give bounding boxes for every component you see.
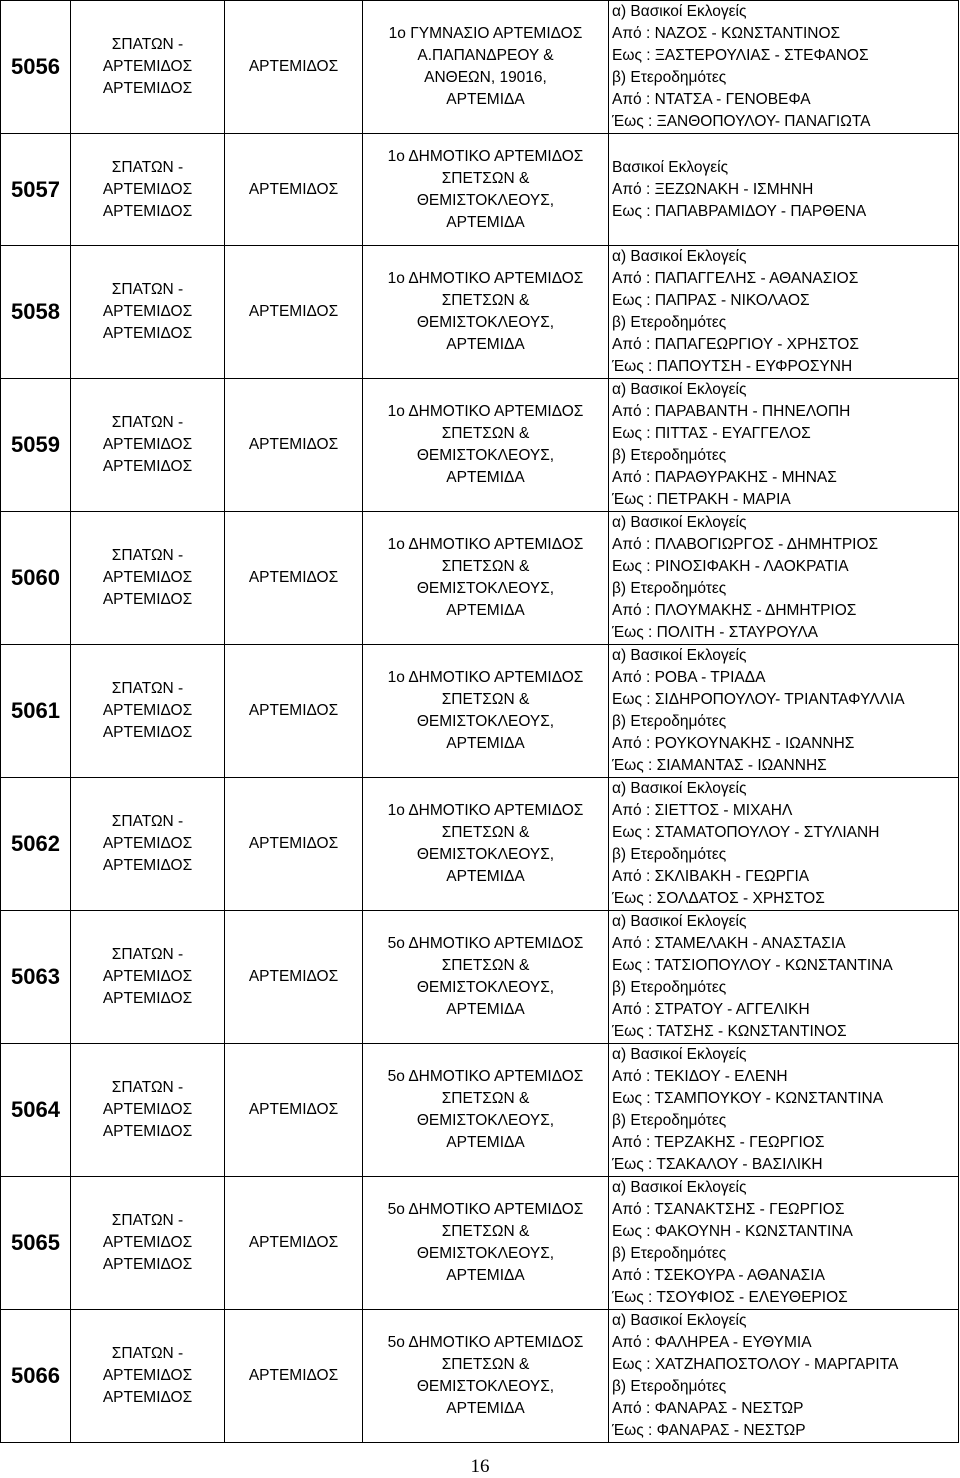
- municipality: ΑΡΤΕΜΙΔΟΣ: [225, 1, 363, 134]
- voter-range-line: β) Ετεροδημότες: [612, 713, 727, 730]
- electoral-unit-line: ΣΠΑΤΩΝ -: [111, 281, 184, 298]
- voter-range-line: Από : ΠΑΡΑΘΥΡΑΚΗΣ - ΜΗΝΑΣ: [612, 469, 837, 486]
- polling-location-line: ΣΠΕΤΣΩΝ &: [441, 1356, 530, 1373]
- electoral-unit: [71, 1, 225, 134]
- polling-location-line: ΘΕΜΙΣΤΟΚΛΕΟΥΣ,: [416, 1378, 555, 1395]
- voter-range-line: Από : ΣΤΡΑΤΟΥ - ΑΓΓΕΛΙΚΗ: [612, 1001, 810, 1018]
- polling-location-line: ΑΝΘΕΩΝ, 19016,: [424, 69, 547, 86]
- voter-range-line: Από : ΠΛΟΥΜΑΚΗΣ - ΔΗΜΗΤΡΙΟΣ: [612, 602, 857, 619]
- voter-range-line: Από : ΤΣΕΚΟΥΡΑ - ΑΘΑΝΑΣΙΑ: [612, 1267, 825, 1284]
- electoral-unit-line: ΑΡΤΕΜΙΔΟΣ: [102, 1234, 193, 1251]
- polling-location-line: ΣΠΕΤΣΩΝ &: [441, 1223, 530, 1240]
- voter-range-line: Βασικοί Εκλογείς: [612, 158, 729, 176]
- polling-location: [363, 1044, 609, 1177]
- voter-ranges: [609, 645, 959, 778]
- electoral-unit-line: ΑΡΤΕΜΙΔΟΣ: [102, 724, 193, 741]
- polling-location-line: 1ο ΓΥΜΝΑΣΙΟ ΑΡΤΕΜΙΔΟΣ: [388, 25, 583, 42]
- voter-range-line: Εως : ΣΤΑΜΑΤΟΠΟΥΛΟΥ - ΣΤΥΛΙΑΝΗ: [612, 824, 880, 841]
- voter-range-line: Από : ΡΟΒΑ - ΤΡΙΑΔΑ: [612, 669, 766, 686]
- electoral-unit-line: ΑΡΤΕΜΙΔΟΣ: [102, 835, 193, 852]
- polling-location-line: 1ο ΔΗΜΟΤΙΚΟ ΑΡΤΕΜΙΔΟΣ: [387, 802, 584, 819]
- electoral-unit-line: ΑΡΤΕΜΙΔΟΣ: [102, 1256, 193, 1273]
- voter-range-line: Από : ΤΕΚΙΔΟΥ - ΕΛΕΝΗ: [612, 1068, 788, 1085]
- voter-range-line: Από : ΤΣΑΝΑΚΤΣΗΣ - ΓΕΩΡΓΙΟΣ: [612, 1201, 845, 1218]
- voter-range-line: Εως : ΡΙΝΟΣΙΦΑΚΗ - ΛΑΟΚΡΑΤΙΑ: [612, 558, 849, 575]
- voter-range-line: Έως : ΞΑΝΘΟΠΟΥΛΟΥ- ΠΑΝΑΓΙΩΤΑ: [612, 113, 871, 130]
- voter-range-line: β) Ετεροδημότες: [612, 1245, 727, 1262]
- table-row: [1, 246, 959, 379]
- voter-ranges: [609, 1044, 959, 1177]
- polling-location-line: 5ο ΔΗΜΟΤΙΚΟ ΑΡΤΕΜΙΔΟΣ: [387, 1334, 584, 1351]
- station-number: 5057: [1, 134, 71, 246]
- municipality: ΑΡΤΕΜΙΔΟΣ: [225, 246, 363, 379]
- electoral-unit-line: ΑΡΤΕΜΙΔΟΣ: [102, 80, 193, 97]
- voter-ranges: [609, 379, 959, 512]
- polling-location: [363, 134, 609, 246]
- polling-location-line: ΑΡΤΕΜΙΔΑ: [446, 1267, 525, 1284]
- electoral-unit-line: ΑΡΤΕΜΙΔΟΣ: [102, 569, 193, 586]
- municipality: ΑΡΤΕΜΙΔΟΣ: [225, 1177, 363, 1310]
- polling-location-line: ΑΡΤΕΜΙΔΑ: [446, 1001, 525, 1018]
- table-row: [1, 911, 959, 1044]
- polling-location-line: ΣΠΕΤΣΩΝ &: [441, 824, 530, 841]
- voter-ranges: [609, 1, 959, 134]
- voter-range-line: Από : ΤΕΡΖΑΚΗΣ - ΓΕΩΡΓΙΟΣ: [612, 1134, 825, 1151]
- polling-location-line: ΑΡΤΕΜΙΔΑ: [446, 91, 525, 108]
- voter-range-line: Από : ΠΛΑΒΟΓΙΩΡΓΟΣ - ΔΗΜΗΤΡΙΟΣ: [612, 536, 879, 553]
- voter-range-line: α) Βασικοί Εκλογείς: [612, 1046, 747, 1063]
- electoral-unit-line: ΑΡΤΕΜΙΔΟΣ: [102, 702, 193, 719]
- polling-location-line: 1ο ΔΗΜΟΤΙΚΟ ΑΡΤΕΜΙΔΟΣ: [387, 147, 584, 165]
- voter-range-line: Εως : ΤΑΤΣΙΟΠΟΥΛΟΥ - ΚΩΝΣΤΑΝΤΙΝΑ: [612, 957, 893, 974]
- table-row: [1, 645, 959, 778]
- municipality: ΑΡΤΕΜΙΔΟΣ: [225, 778, 363, 911]
- electoral-unit-line: ΣΠΑΤΩΝ -: [111, 680, 184, 697]
- polling-location-line: 5ο ΔΗΜΟΤΙΚΟ ΑΡΤΕΜΙΔΟΣ: [387, 1068, 584, 1085]
- electoral-unit-line: ΣΠΑΤΩΝ -: [111, 1212, 184, 1229]
- electoral-unit: [71, 512, 225, 645]
- voter-range-line: β) Ετεροδημότες: [612, 314, 727, 331]
- voter-range-line: α) Βασικοί Εκλογείς: [612, 647, 747, 664]
- table-body: [1, 1, 959, 1443]
- voter-range-line: Εως : ΠΑΠΑΒΡΑΜΙΔΟΥ - ΠΑΡΘΕΝΑ: [612, 202, 867, 220]
- electoral-unit-line: ΑΡΤΕΜΙΔΟΣ: [102, 180, 193, 198]
- electoral-unit-line: ΑΡΤΕΜΙΔΟΣ: [102, 58, 193, 75]
- electoral-unit: [71, 911, 225, 1044]
- electoral-unit-line: ΑΡΤΕΜΙΔΟΣ: [102, 857, 193, 874]
- polling-location: [363, 1310, 609, 1443]
- electoral-unit-line: ΣΠΑΤΩΝ -: [111, 1079, 184, 1096]
- voter-ranges: [609, 134, 959, 246]
- voter-range-line: Εως : ΣΙΔΗΡΟΠΟΥΛΟΥ- ΤΡΙΑΝΤΑΦΥΛΛΙΑ: [612, 691, 905, 708]
- municipality: ΑΡΤΕΜΙΔΟΣ: [225, 1044, 363, 1177]
- electoral-unit-line: ΑΡΤΕΜΙΔΟΣ: [102, 591, 193, 608]
- voter-range-line: α) Βασικοί Εκλογείς: [612, 381, 747, 398]
- table-row: [1, 512, 959, 645]
- station-number: 5059: [1, 379, 71, 512]
- station-number: 5058: [1, 246, 71, 379]
- voter-range-line: Εως : ΧΑΤΖΗΑΠΟΣΤΟΛΟΥ - ΜΑΡΓΑΡΙΤΑ: [612, 1356, 899, 1373]
- voter-range-line: β) Ετεροδημότες: [612, 846, 727, 863]
- voter-range-line: Από : ΣΚΛΙΒΑΚΗ - ΓΕΩΡΓΙΑ: [612, 868, 810, 885]
- polling-location-line: ΘΕΜΙΣΤΟΚΛΕΟΥΣ,: [416, 1245, 555, 1262]
- polling-location-line: ΑΡΤΕΜΙΔΑ: [446, 1134, 525, 1151]
- polling-location-line: ΘΕΜΙΣΤΟΚΛΕΟΥΣ,: [416, 314, 555, 331]
- voter-range-line: α) Βασικοί Εκλογείς: [612, 1179, 747, 1196]
- page-number: 16: [470, 1456, 490, 1477]
- polling-location: [363, 1, 609, 134]
- electoral-unit: [71, 645, 225, 778]
- polling-location-line: 5ο ΔΗΜΟΤΙΚΟ ΑΡΤΕΜΙΔΟΣ: [387, 935, 584, 952]
- electoral-unit: [71, 246, 225, 379]
- voter-range-line: Από : ΣΤΑΜΕΛΑΚΗ - ΑΝΑΣΤΑΣΙΑ: [612, 935, 846, 952]
- electoral-unit: [71, 1310, 225, 1443]
- voter-range-line: Από : ΝΑΖΟΣ - ΚΩΝΣΤΑΝΤΙΝΟΣ: [612, 25, 841, 42]
- voter-range-line: Από : ΡΟΥΚΟΥΝΑΚΗΣ - ΙΩΑΝΝΗΣ: [612, 735, 855, 752]
- polling-location: [363, 645, 609, 778]
- municipality: ΑΡΤΕΜΙΔΟΣ: [225, 645, 363, 778]
- polling-location-line: ΑΡΤΕΜΙΔΑ: [446, 735, 525, 752]
- voter-range-line: Από : ΝΤΑΤΣΑ - ΓΕΝΟΒΕΦΑ: [612, 91, 811, 108]
- polling-location-line: ΑΡΤΕΜΙΔΑ: [446, 336, 525, 353]
- electoral-unit: [71, 778, 225, 911]
- electoral-unit-line: ΣΠΑΤΩΝ -: [111, 547, 184, 564]
- voter-range-line: α) Βασικοί Εκλογείς: [612, 1312, 747, 1329]
- electoral-unit-line: ΣΠΑΤΩΝ -: [111, 813, 184, 830]
- station-number: 5065: [1, 1177, 71, 1310]
- voter-range-line: Εως : ΤΣΑΜΠΟΥΚΟΥ - ΚΩΝΣΤΑΝΤΙΝΑ: [612, 1090, 884, 1107]
- polling-location: [363, 911, 609, 1044]
- voter-ranges: [609, 246, 959, 379]
- electoral-unit: [71, 134, 225, 246]
- voter-range-line: Από : ΦΑΛΗΡΕΑ - ΕΥΘΥΜΙΑ: [612, 1334, 812, 1351]
- table-row: [1, 1177, 959, 1310]
- polling-location-line: ΑΡΤΕΜΙΔΑ: [446, 602, 525, 619]
- voter-ranges: [609, 778, 959, 911]
- electoral-unit: [71, 1044, 225, 1177]
- voter-range-line: Από : ΠΑΡΑΒΑΝΤΗ - ΠΗΝΕΛΟΠΗ: [612, 403, 851, 420]
- voter-range-line: α) Βασικοί Εκλογείς: [612, 3, 747, 20]
- municipality: ΑΡΤΕΜΙΔΟΣ: [225, 911, 363, 1044]
- voter-ranges: [609, 1177, 959, 1310]
- polling-location-line: ΣΠΕΤΣΩΝ &: [441, 957, 530, 974]
- polling-location-line: ΑΡΤΕΜΙΔΑ: [446, 1400, 525, 1417]
- polling-location: [363, 1177, 609, 1310]
- electoral-unit-line: ΣΠΑΤΩΝ -: [111, 946, 184, 963]
- voter-range-line: β) Ετεροδημότες: [612, 580, 727, 597]
- municipality: ΑΡΤΕΜΙΔΟΣ: [225, 1310, 363, 1443]
- station-number: 5064: [1, 1044, 71, 1177]
- voter-range-line: Έως : ΦΑΝΑΡΑΣ - ΝΕΣΤΩΡ: [612, 1422, 806, 1439]
- station-number: 5056: [1, 1, 71, 134]
- voter-ranges: [609, 911, 959, 1044]
- polling-location: [363, 778, 609, 911]
- polling-location-line: ΑΡΤΕΜΙΔΑ: [446, 213, 525, 231]
- polling-location-line: ΘΕΜΙΣΤΟΚΛΕΟΥΣ,: [416, 191, 555, 209]
- electoral-unit-line: ΣΠΑΤΩΝ -: [111, 158, 184, 176]
- electoral-unit-line: ΑΡΤΕΜΙΔΟΣ: [102, 1367, 193, 1384]
- voter-range-line: Εως : ΠΙΤΤΑΣ - ΕΥΑΓΓΕΛΟΣ: [612, 425, 811, 442]
- electoral-unit-line: ΑΡΤΕΜΙΔΟΣ: [102, 202, 193, 220]
- polling-location-line: ΣΠΕΤΣΩΝ &: [441, 292, 530, 309]
- polling-location-line: 1ο ΔΗΜΟΤΙΚΟ ΑΡΤΕΜΙΔΟΣ: [387, 270, 584, 287]
- voter-range-line: Εως : ΞΑΣΤΕΡΟΥΛΙΑΣ - ΣΤΕΦΑΝΟΣ: [612, 47, 869, 64]
- electoral-unit-line: ΣΠΑΤΩΝ -: [111, 1345, 184, 1362]
- polling-location-line: ΘΕΜΙΣΤΟΚΛΕΟΥΣ,: [416, 846, 555, 863]
- municipality: ΑΡΤΕΜΙΔΟΣ: [225, 134, 363, 246]
- polling-location-line: 1ο ΔΗΜΟΤΙΚΟ ΑΡΤΕΜΙΔΟΣ: [387, 536, 584, 553]
- polling-location-line: ΑΡΤΕΜΙΔΑ: [446, 868, 525, 885]
- electoral-unit-line: ΣΠΑΤΩΝ -: [111, 36, 184, 53]
- polling-location-line: ΣΠΕΤΣΩΝ &: [441, 558, 530, 575]
- voter-range-line: Έως : ΠΟΛΙΤΗ - ΣΤΑΥΡΟΥΛΑ: [612, 624, 818, 641]
- table-row: [1, 379, 959, 512]
- polling-location-line: 5ο ΔΗΜΟΤΙΚΟ ΑΡΤΕΜΙΔΟΣ: [387, 1201, 584, 1218]
- polling-location-line: ΣΠΕΤΣΩΝ &: [441, 169, 530, 187]
- electoral-unit-line: ΑΡΤΕΜΙΔΟΣ: [102, 458, 193, 475]
- polling-location-line: Α.ΠΑΠΑΝΔΡΕΟΥ &: [417, 47, 554, 64]
- station-number: 5060: [1, 512, 71, 645]
- voter-range-line: Από : ΠΑΠΑΓΓΕΛΗΣ - ΑΘΑΝΑΣΙΟΣ: [612, 270, 859, 287]
- electoral-unit: [71, 379, 225, 512]
- voter-range-line: Έως : ΠΕΤΡΑΚΗ - ΜΑΡΙΑ: [612, 491, 791, 508]
- polling-location: [363, 246, 609, 379]
- voter-range-line: β) Ετεροδημότες: [612, 447, 727, 464]
- polling-location-line: ΘΕΜΙΣΤΟΚΛΕΟΥΣ,: [416, 447, 555, 464]
- voter-range-line: Έως : ΤΑΤΣΗΣ - ΚΩΝΣΤΑΝΤΙΝΟΣ: [612, 1023, 847, 1040]
- municipality: ΑΡΤΕΜΙΔΟΣ: [225, 512, 363, 645]
- station-number: 5061: [1, 645, 71, 778]
- polling-location-line: 1ο ΔΗΜΟΤΙΚΟ ΑΡΤΕΜΙΔΟΣ: [387, 669, 584, 686]
- polling-location-line: ΑΡΤΕΜΙΔΑ: [446, 469, 525, 486]
- polling-location-line: ΘΕΜΙΣΤΟΚΛΕΟΥΣ,: [416, 979, 555, 996]
- voter-range-line: β) Ετεροδημότες: [612, 1378, 727, 1395]
- electoral-unit-line: ΑΡΤΕΜΙΔΟΣ: [102, 1101, 193, 1118]
- voter-range-line: Έως : ΤΣΟΥΦΙΟΣ - ΕΛΕΥΘΕΡΙΟΣ: [612, 1289, 848, 1306]
- station-number: 5062: [1, 778, 71, 911]
- electoral-unit-line: ΑΡΤΕΜΙΔΟΣ: [102, 968, 193, 985]
- voter-range-line: Έως : ΠΑΠΟΥΤΣΗ - ΕΥΦΡΟΣΥΝΗ: [612, 358, 853, 375]
- voter-range-line: Εως : ΠΑΠΡΑΣ - ΝΙΚΟΛΑΟΣ: [612, 292, 810, 309]
- table-row: [1, 134, 959, 246]
- voter-range-line: Έως : ΤΣΑΚΑΛΟΥ - ΒΑΣΙΛΙΚΗ: [612, 1156, 823, 1173]
- voter-range-line: α) Βασικοί Εκλογείς: [612, 780, 747, 797]
- voter-range-line: α) Βασικοί Εκλογείς: [612, 913, 747, 930]
- table-row: [1, 1310, 959, 1443]
- voter-range-line: Έως : ΣΟΛΔΑΤΟΣ - ΧΡΗΣΤΟΣ: [612, 890, 825, 907]
- voter-range-line: Από : ΣΙΕΤΤΟΣ - ΜΙΧΑΗΛ: [612, 802, 793, 819]
- polling-location-line: ΘΕΜΙΣΤΟΚΛΕΟΥΣ,: [416, 580, 555, 597]
- polling-location-line: ΘΕΜΙΣΤΟΚΛΕΟΥΣ,: [416, 1112, 555, 1129]
- polling-location: [363, 379, 609, 512]
- voter-range-line: α) Βασικοί Εκλογείς: [612, 514, 747, 531]
- table-row: [1, 778, 959, 911]
- electoral-unit-line: ΑΡΤΕΜΙΔΟΣ: [102, 1123, 193, 1140]
- voter-ranges: [609, 1310, 959, 1443]
- table-row: [1, 1044, 959, 1177]
- voter-range-line: β) Ετεροδημότες: [612, 69, 727, 86]
- voter-range-line: Από : ΦΑΝΑΡΑΣ - ΝΕΣΤΩΡ: [612, 1400, 804, 1417]
- polling-location: [363, 512, 609, 645]
- municipality: ΑΡΤΕΜΙΔΟΣ: [225, 379, 363, 512]
- voter-range-line: α) Βασικοί Εκλογείς: [612, 248, 747, 265]
- voter-ranges: [609, 512, 959, 645]
- electoral-unit: [71, 1177, 225, 1310]
- voter-range-line: Από : ΞΕΖΩΝΑΚΗ - ΙΣΜΗΝΗ: [612, 180, 814, 198]
- polling-location-line: ΣΠΕΤΣΩΝ &: [441, 691, 530, 708]
- voter-range-line: Από : ΠΑΠΑΓΕΩΡΓΙΟΥ - ΧΡΗΣΤΟΣ: [612, 336, 859, 353]
- electoral-unit-line: ΑΡΤΕΜΙΔΟΣ: [102, 990, 193, 1007]
- polling-location-line: ΣΠΕΤΣΩΝ &: [441, 1090, 530, 1107]
- electoral-unit-line: ΣΠΑΤΩΝ -: [111, 414, 184, 431]
- voter-range-line: β) Ετεροδημότες: [612, 1112, 727, 1129]
- table-row: [1, 1, 959, 134]
- station-number: 5063: [1, 911, 71, 1044]
- electoral-unit-line: ΑΡΤΕΜΙΔΟΣ: [102, 1389, 193, 1406]
- electoral-unit-line: ΑΡΤΕΜΙΔΟΣ: [102, 325, 193, 342]
- station-number: 5066: [1, 1310, 71, 1443]
- polling-location-line: ΘΕΜΙΣΤΟΚΛΕΟΥΣ,: [416, 713, 555, 730]
- voter-range-line: Έως : ΣΙΑΜΑΝΤΑΣ - ΙΩΑΝΝΗΣ: [612, 757, 827, 774]
- voter-range-line: β) Ετεροδημότες: [612, 979, 727, 996]
- electoral-unit-line: ΑΡΤΕΜΙΔΟΣ: [102, 436, 193, 453]
- electoral-unit-line: ΑΡΤΕΜΙΔΟΣ: [102, 303, 193, 320]
- polling-location-line: ΣΠΕΤΣΩΝ &: [441, 425, 530, 442]
- voter-range-line: Εως : ΦΑΚΟΥΝΗ - ΚΩΝΣΤΑΝΤΙΝΑ: [612, 1223, 853, 1240]
- polling-location-line: 1ο ΔΗΜΟΤΙΚΟ ΑΡΤΕΜΙΔΟΣ: [387, 403, 584, 420]
